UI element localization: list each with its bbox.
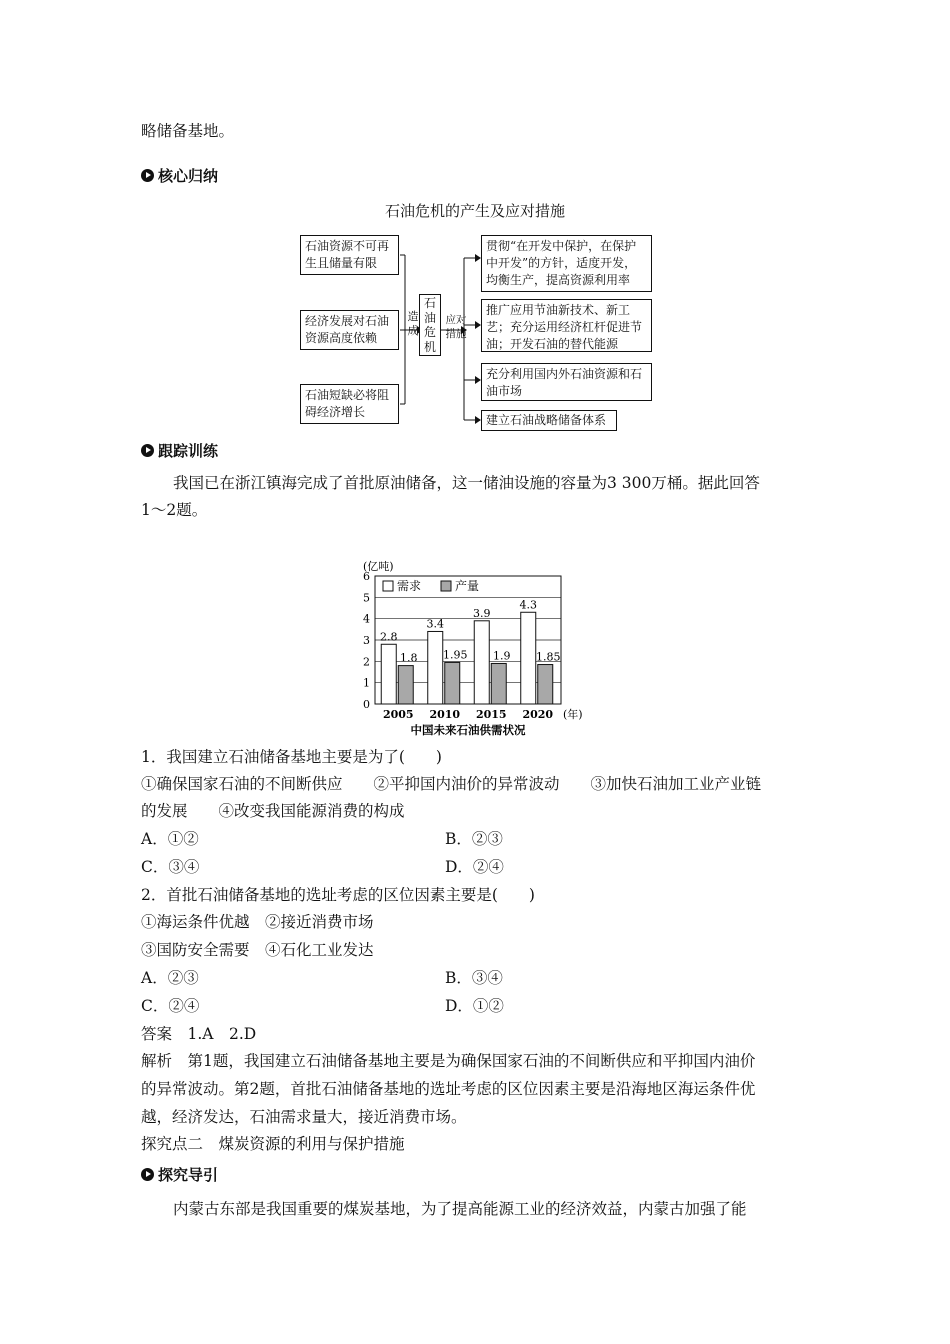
data-label: 3.4 bbox=[426, 617, 444, 631]
arrow-label-char: 成 bbox=[407, 324, 419, 337]
measure-box-1: 贯彻“在开发中保护，在保护中开发”的方针，适度开发，均衡生产，提高资源利用率 bbox=[481, 235, 652, 292]
y-axis-label: (亿吨) bbox=[363, 560, 394, 573]
center-char: 油 bbox=[423, 310, 436, 325]
bar bbox=[381, 644, 396, 704]
q2-choice-b: B．③④ bbox=[445, 969, 503, 987]
data-label: 2.8 bbox=[380, 630, 398, 644]
play-circle-icon bbox=[141, 169, 154, 182]
x-tick-label: 2010 bbox=[429, 708, 461, 721]
arrow-label-part: 措施 bbox=[445, 328, 467, 340]
section-core-label: 核心归纳 bbox=[158, 167, 219, 185]
legend-swatch bbox=[383, 581, 393, 591]
center-char: 石 bbox=[423, 296, 436, 310]
cause-box-3: 石油短缺必将阻碍经济增长 bbox=[300, 384, 399, 424]
q1-stem: 1．我国建立石油储备基地主要是为了( ) bbox=[141, 748, 442, 766]
bar bbox=[538, 665, 553, 704]
y-tick-label: 0 bbox=[363, 698, 370, 711]
center-char: 危 bbox=[423, 325, 436, 339]
y-tick-label: 4 bbox=[363, 612, 370, 626]
measure-box-3: 充分利用国内外石油资源和石油市场 bbox=[481, 363, 652, 401]
y-tick-label: 5 bbox=[363, 591, 370, 605]
q2-choice-c: C．②④ bbox=[141, 997, 200, 1015]
q1-options-line-2: 的发展 ④改变我国能源消费的构成 bbox=[141, 802, 405, 820]
bar bbox=[474, 621, 489, 704]
y-tick-label: 2 bbox=[363, 655, 370, 669]
q1-choice-b: B．②③ bbox=[445, 830, 503, 848]
data-label: 1.9 bbox=[493, 649, 511, 663]
section-explore-label: 探究导引 bbox=[158, 1166, 219, 1184]
q2-choice-a: A．②③ bbox=[141, 969, 199, 987]
center-box-crisis bbox=[419, 294, 441, 356]
section-practice-label: 跟踪训练 bbox=[158, 442, 219, 460]
x-tick-label: 2005 bbox=[382, 708, 414, 721]
q1-choice-a: A．①② bbox=[141, 830, 199, 848]
arrow-label-char: 造 bbox=[407, 310, 419, 323]
data-label: 1.8 bbox=[400, 651, 418, 665]
arrow-label-part: 应对 bbox=[445, 314, 467, 326]
play-circle-icon bbox=[141, 1168, 154, 1181]
explore-line-1: 内蒙古东部是我国重要的煤炭基地，为了提高能源工业的经济效益，内蒙古加强了能 bbox=[173, 1200, 747, 1218]
passage-line-1: 我国已在浙江镇海完成了首批原油储备，这一储油设施的容量为3 300万桶。据此回答 bbox=[173, 474, 760, 492]
data-label: 1.85 bbox=[536, 650, 561, 664]
answer-line: 答案 1.A 2.D bbox=[141, 1025, 257, 1043]
section-explore-heading bbox=[141, 1164, 218, 1185]
analysis-line-2: 的异常波动。第2题，首批石油储备基地的选址考虑的区位因素主要是沿海地区海运条件优 bbox=[141, 1080, 756, 1098]
q2-options-line-1: ①海运条件优越 ②接近消费市场 bbox=[141, 913, 374, 931]
bar bbox=[521, 612, 536, 704]
bar-chart bbox=[345, 555, 595, 740]
q1-options-line-1: ①确保国家石油的不间断供应 ②平抑国内油价的异常波动 ③加快石油加工业产业链 bbox=[141, 775, 762, 793]
q1-choice-d: D．②④ bbox=[445, 858, 504, 876]
x-tick-label: 2020 bbox=[522, 708, 554, 721]
q2-choice-d: D．①② bbox=[445, 997, 504, 1015]
bar bbox=[445, 662, 460, 704]
y-tick-label: 6 bbox=[363, 570, 370, 583]
passage-line-2: 1～2题。 bbox=[141, 501, 208, 519]
legend-swatch bbox=[441, 581, 451, 591]
inquiry-point-2: 探究点二 煤炭资源的利用与保护措施 bbox=[141, 1135, 405, 1153]
section-core-heading bbox=[141, 165, 218, 186]
data-label: 1.95 bbox=[443, 648, 468, 662]
legend-label: 需求 bbox=[397, 579, 422, 593]
bar bbox=[491, 663, 506, 704]
x-axis-label: (年) bbox=[563, 708, 583, 721]
cause-box-1: 石油资源不可再生且储量有限 bbox=[300, 235, 399, 275]
center-char: 机 bbox=[423, 339, 436, 354]
data-label: 3.9 bbox=[473, 606, 491, 620]
play-circle-icon bbox=[141, 444, 154, 457]
measure-box-4: 建立石油战略储备体系 bbox=[481, 410, 617, 431]
diagram-title: 石油危机的产生及应对措施 bbox=[384, 202, 565, 220]
q2-stem: 2．首批石油储备基地的选址考虑的区位因素主要是( ) bbox=[141, 886, 535, 904]
q2-options-line-2: ③国防安全需要 ④石化工业发达 bbox=[141, 941, 374, 959]
bar bbox=[428, 631, 443, 704]
section-practice-heading bbox=[141, 440, 218, 461]
data-label: 4.3 bbox=[519, 598, 537, 612]
legend-label: 产量 bbox=[455, 579, 480, 593]
intro-tail: 略储备基地。 bbox=[141, 122, 235, 140]
q1-choice-c: C．③④ bbox=[141, 858, 200, 876]
cause-box-2: 经济发展对石油资源高度依赖 bbox=[300, 310, 399, 350]
measure-box-2: 推广应用节油新技术、新工艺；充分运用经济杠杆促进节油；开发石油的替代能源 bbox=[481, 299, 652, 352]
y-tick-label: 3 bbox=[363, 634, 370, 647]
y-tick-label: 1 bbox=[363, 676, 370, 690]
analysis-line-1: 解析 第1题，我国建立石油储备基地主要是为确保国家石油的不间断供应和平抑国内油价 bbox=[141, 1052, 756, 1070]
bar bbox=[398, 666, 413, 704]
analysis-line-3: 越，经济发达，石油需求量大，接近消费市场。 bbox=[141, 1108, 467, 1126]
arrow-label-cause bbox=[407, 310, 419, 338]
chart-title: 中国未来石油供需状况 bbox=[410, 723, 526, 737]
x-tick-label: 2015 bbox=[475, 708, 507, 721]
